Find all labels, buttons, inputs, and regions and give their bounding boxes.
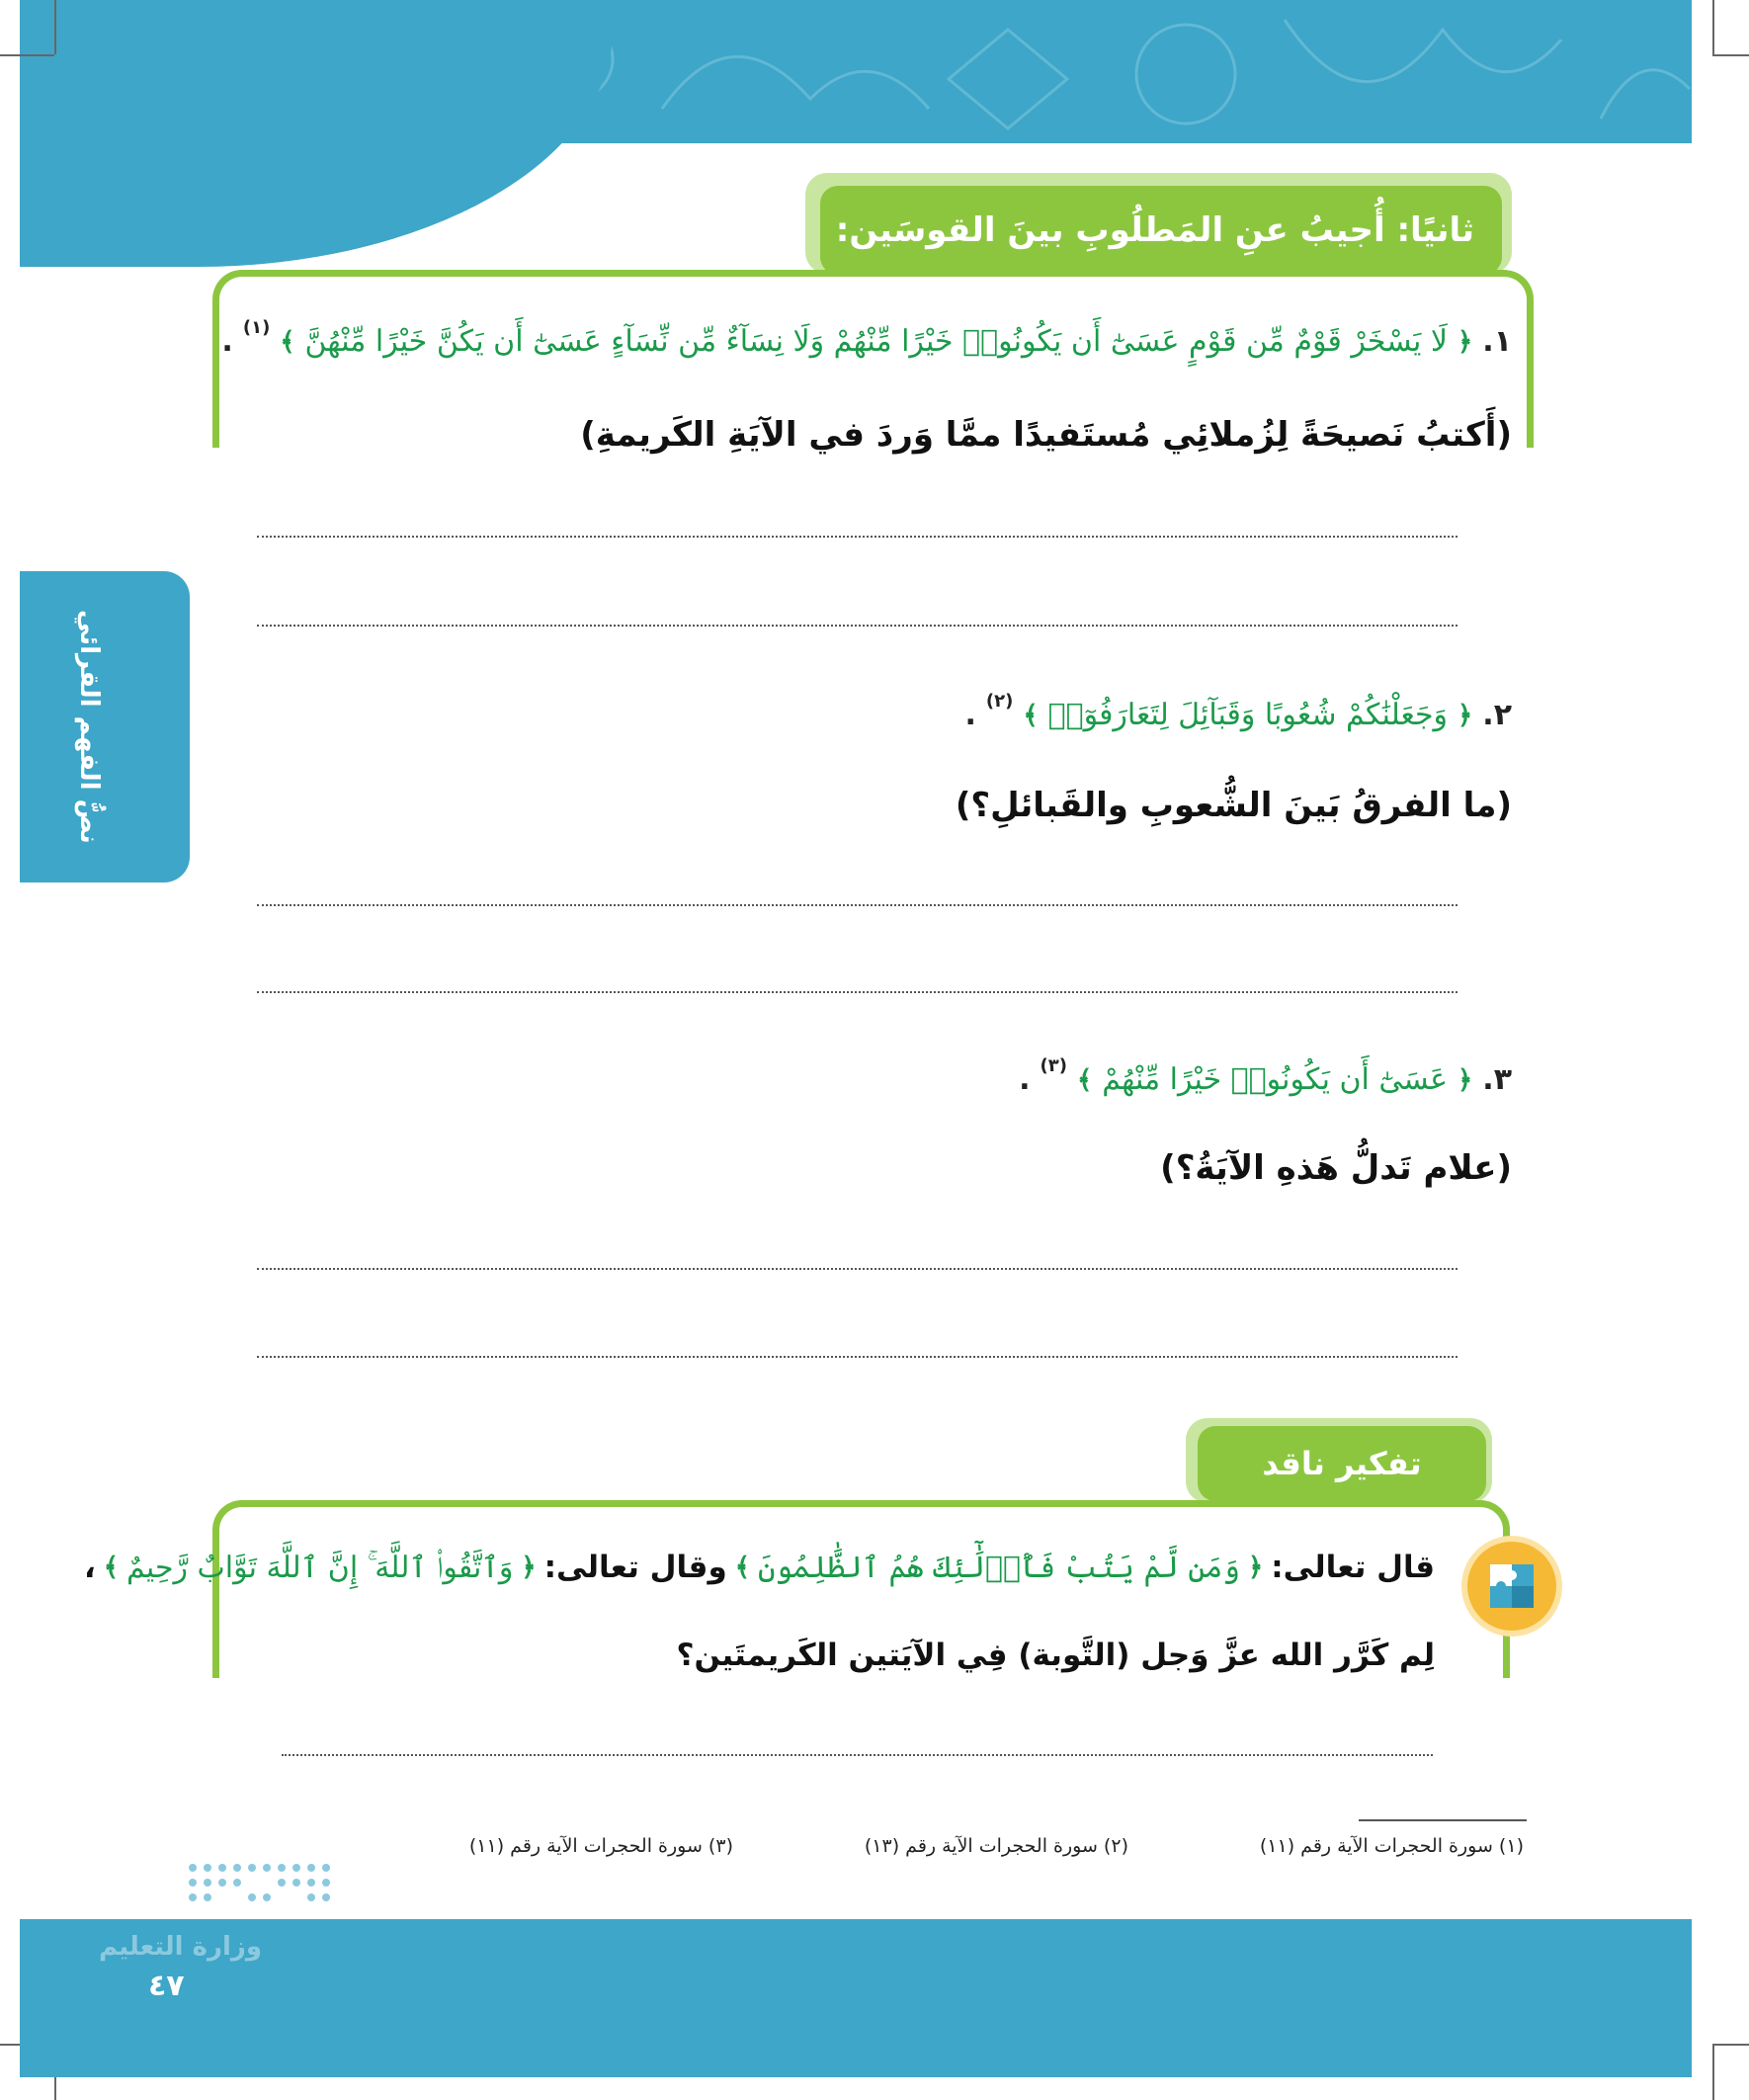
ornament-close-icon: ﴾ [280,326,295,357]
answer-line[interactable] [282,1754,1433,1756]
quran-verse: وَٱتَّقُوا۟ ٱللَّهَ ۚ إِنَّ ٱللَّهَ تَوَّابٌ رَّحِيمٌ [125,1550,514,1585]
critical-thinking-title: تفكير ناقد [1198,1426,1486,1501]
ornament-open-icon: ﴿ [1458,700,1473,730]
footnote-2: (٢) سورة الحجرات الآية رقم (١٣) [864,1835,1128,1857]
quran-verse: وَمَن لَّمْ يَتُبْ فَأُو۟لَٰٓئِكَ هُمُ ٱلظَّٰلِمُونَ [757,1550,1240,1585]
question-number: ٣. [1482,1062,1512,1097]
question-3-prompt: (علام تَدلُّ هَذهِ الآيَةُ؟) [1160,1148,1512,1188]
footnote-reference: (١) [242,317,271,338]
puzzle-icon [1467,1542,1556,1631]
question-2-prompt: (ما الفرقُ بَينَ الشُّعوبِ والقَبائلِ؟) [955,786,1512,825]
ct-comma: ، [83,1550,96,1585]
question-1-verse-line [221,317,1512,359]
footnote-3: (٣) سورة الحجرات الآية رقم (١١) [468,1835,733,1857]
question-3-verse-line [1019,1055,1512,1097]
quran-verse: عَسَىٰٓ أَن يَكُونُوا۟ خَيْرًا مِّنْهُمْ [1102,1062,1449,1097]
side-tab-label: نصُّ الفهم القرائي [74,609,104,844]
answer-line[interactable] [257,1268,1458,1270]
crop-mark [54,0,56,54]
quran-verse: لَا يَسْخَرْ قَوْمٌ مِّن قَوْمٍ عَسَىٰٓ أَن يَكُونُوا۟ خَيْرًا مِّنْهُمْ وَلَا نِسَآءٌ مِّن نِّسَآءٍ عَسَىٰٓ أَن يَكُنَّ خَيْرًا مِّنْهُنَّ [304,324,1449,359]
ct-intro: قال تعالى: [1271,1550,1435,1585]
ct-middle: وقال تعالى: [543,1550,727,1585]
bottom-band [20,1919,1692,2077]
sentence-end: . [1019,1062,1031,1097]
ornament-close-icon: ﴾ [103,1553,119,1582]
footnote-rule [1359,1819,1527,1821]
critical-thinking-verses-line [84,1550,1435,1585]
crop-mark [0,54,54,56]
question-number: ١. [1482,324,1512,359]
answer-line[interactable] [257,625,1458,627]
question-2-verse-line [964,691,1512,732]
answer-line[interactable] [257,536,1458,538]
ornament-close-icon: ﴾ [734,1553,750,1582]
answer-line[interactable] [257,1356,1458,1358]
footnote-reference: (٢) [985,691,1014,712]
answer-line[interactable] [257,904,1458,906]
ministry-logo-dots-icon [183,1858,351,1917]
question-number: ٢. [1482,698,1512,732]
page-number: ٤٧ [148,1969,185,2003]
banner-curve [20,0,613,267]
section-title: ثانيًا: أُجيبُ عنِ المَطلُوبِ بينَ القوسَين: [820,186,1502,275]
ornament-open-icon: ﴿ [521,1553,537,1582]
crop-mark [1712,0,1714,54]
ministry-logo-text: وزارة التعليم [99,1932,262,1962]
ornament-open-icon: ﴿ [1247,1553,1264,1582]
footnote-1: (١) سورة الحجرات الآية رقم (١١) [1259,1835,1524,1857]
ornament-open-icon: ﴿ [1458,326,1473,357]
crop-mark [1712,2044,1749,2046]
critical-thinking-question: لِم كَرَّر الله عزَّ وَجل (التَّوبة) فِي الآيَتين الكَريمتَين؟ [676,1638,1435,1673]
answer-line[interactable] [257,991,1458,993]
sentence-end: . [964,698,976,732]
ornament-close-icon: ﴾ [1076,1064,1093,1095]
quran-verse: وَجَعَلْنَٰكُمْ شُعُوبًا وَقَبَآئِلَ لِتَعَارَفُوٓا۟ [1047,698,1449,732]
ornament-open-icon: ﴿ [1458,1064,1473,1095]
crop-mark [1712,2044,1714,2100]
ornament-close-icon: ﴾ [1023,700,1039,730]
crop-mark [1712,54,1749,56]
question-1-prompt: (أَكتبُ نَصيحَةً لِزُملائِي مُستَفيدًا ممَّا وَردَ في الآيَةِ الكَريمةِ) [580,415,1512,455]
footnote-reference: (٣) [1040,1055,1067,1076]
puzzle-piece-icon [1484,1558,1540,1614]
sentence-end: . [221,324,233,359]
